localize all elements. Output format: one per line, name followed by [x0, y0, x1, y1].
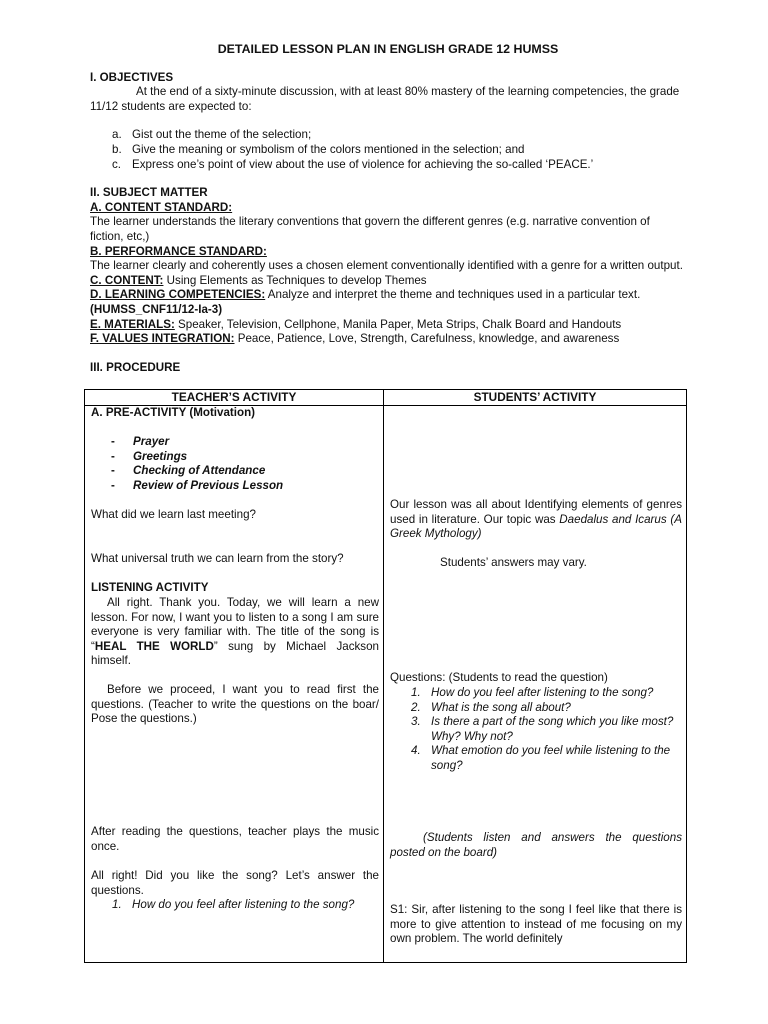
teacher-column-header: TEACHER’S ACTIVITY — [85, 390, 384, 406]
students-column-header: STUDENTS’ ACTIVITY — [384, 390, 687, 406]
students-activity-cell — [384, 406, 687, 963]
performance-standard-label: B. PERFORMANCE STANDARD: — [90, 244, 267, 258]
objective-item: b. Give the meaning or symbolism of the colors mentioned in the selection; and — [112, 142, 525, 156]
competencies-line: D. LEARNING COMPETENCIES: Analyze and interpret the theme and techniques used in a particular text. (HUMSS_CNF11/12-Ia-3) — [90, 288, 641, 316]
routine-item: - Prayer — [111, 435, 170, 448]
teacher-question-list — [91, 898, 379, 913]
document-title: DETAILED LESSON PLAN IN ENGLISH GRADE 12 HUMSS — [217, 42, 559, 56]
routine-item: - Review of Previous Lesson — [111, 478, 284, 492]
question-last-meeting: What did we learn last meeting? — [91, 508, 256, 521]
student-question-item: 2. What is the song all about? — [411, 700, 571, 714]
all-right-paragraph: All right! Did you like the song? Let’s answer the questions. — [91, 869, 379, 897]
listening-activity-heading: LISTENING ACTIVITY — [91, 581, 209, 594]
routine-item: - Checking of Attendance — [111, 464, 266, 478]
content-line: C. CONTENT: Using Elements as Techniques to develop Themes — [90, 273, 427, 287]
subject-matter-heading: II. SUBJECT MATTER — [90, 186, 208, 200]
questions-intro: Questions: (Students to read the question) — [390, 671, 608, 684]
s1-answer: S1: Sir, after listening to the song I feel like that there is more to give attention to instead of me focusing on my own problem. The world definitely — [390, 903, 682, 946]
teacher-question-item: 1. How do you feel after listening to the song? — [112, 898, 355, 911]
listen-note: (Students listen and answers the questions posted on the board) — [390, 831, 682, 859]
question-universal-truth: What universal truth we can learn from the story? — [91, 552, 344, 565]
objective-item: c. Express one’s point of view about the use of violence for achieving the so-called ‘PEACE.’ — [112, 157, 594, 171]
performance-standard-text: The learner clearly and coherently uses a chosen element conventionally identified with a genre for a written output. — [90, 259, 683, 273]
answer-last-lesson: Our lesson was all about Identifying elements of genres used in literature. Our topic was Daedalus and Icarus (A Greek Mythology) — [390, 498, 682, 541]
student-question-item: 3. Is there a part of the song which you like most? Why? Why not? — [411, 715, 674, 743]
routine-list — [91, 435, 379, 493]
materials-line: E. MATERIALS: Speaker, Television, Cellphone, Manila Paper, Meta Strips, Chalk Board and Handouts — [90, 317, 622, 331]
pre-activity-heading: A. PRE-ACTIVITY (Motivation) — [91, 406, 256, 419]
student-question-item: 1. How do you feel after listening to the song? — [411, 686, 654, 699]
procedure-heading: III. PROCEDURE — [90, 360, 181, 374]
values-line: F. VALUES INTEGRATION: Peace, Patience, Love, Strength, Carefulness, knowledge, and awareness — [90, 332, 620, 346]
teacher-activity-cell — [85, 406, 384, 963]
student-question-list — [390, 686, 682, 774]
objectives-intro: At the end of a sixty-minute discussion, with at least 80% mastery of the learning competencies, the grade 11/12 students are expected to: — [90, 85, 680, 113]
lesson-plan-page — [90, 40, 686, 375]
objectives-list — [90, 128, 686, 172]
listening-paragraph: All right. Thank you. Today, we will learn a new lesson. For now, I want you to listen to a song I am sure everyone is very familiar with. The title of the song is “HEAL THE WORLD” sung by Michael Jackson himself. — [91, 596, 379, 668]
answers-may-vary: Students’ answers may vary. — [440, 556, 587, 569]
before-proceed-paragraph: Before we proceed, I want you to read first the questions. (Teacher to write the questions on the boar/ Pose the questions.) — [91, 683, 379, 726]
objective-item: a. Gist out the theme of the selection; — [112, 128, 312, 142]
objectives-heading: I. OBJECTIVES — [90, 70, 174, 84]
routine-item: - Greetings — [111, 449, 188, 463]
after-reading-paragraph: After reading the questions, teacher plays the music once. — [91, 825, 379, 853]
content-standard-text: The learner understands the literary conventions that govern the different genres (e.g. narrative convention of fiction, etc,) — [90, 215, 650, 243]
procedure-table — [84, 389, 687, 963]
content-standard-label: A. CONTENT STANDARD: — [90, 200, 233, 214]
student-question-item: 4. What emotion do you feel while listening to the song? — [411, 744, 671, 772]
